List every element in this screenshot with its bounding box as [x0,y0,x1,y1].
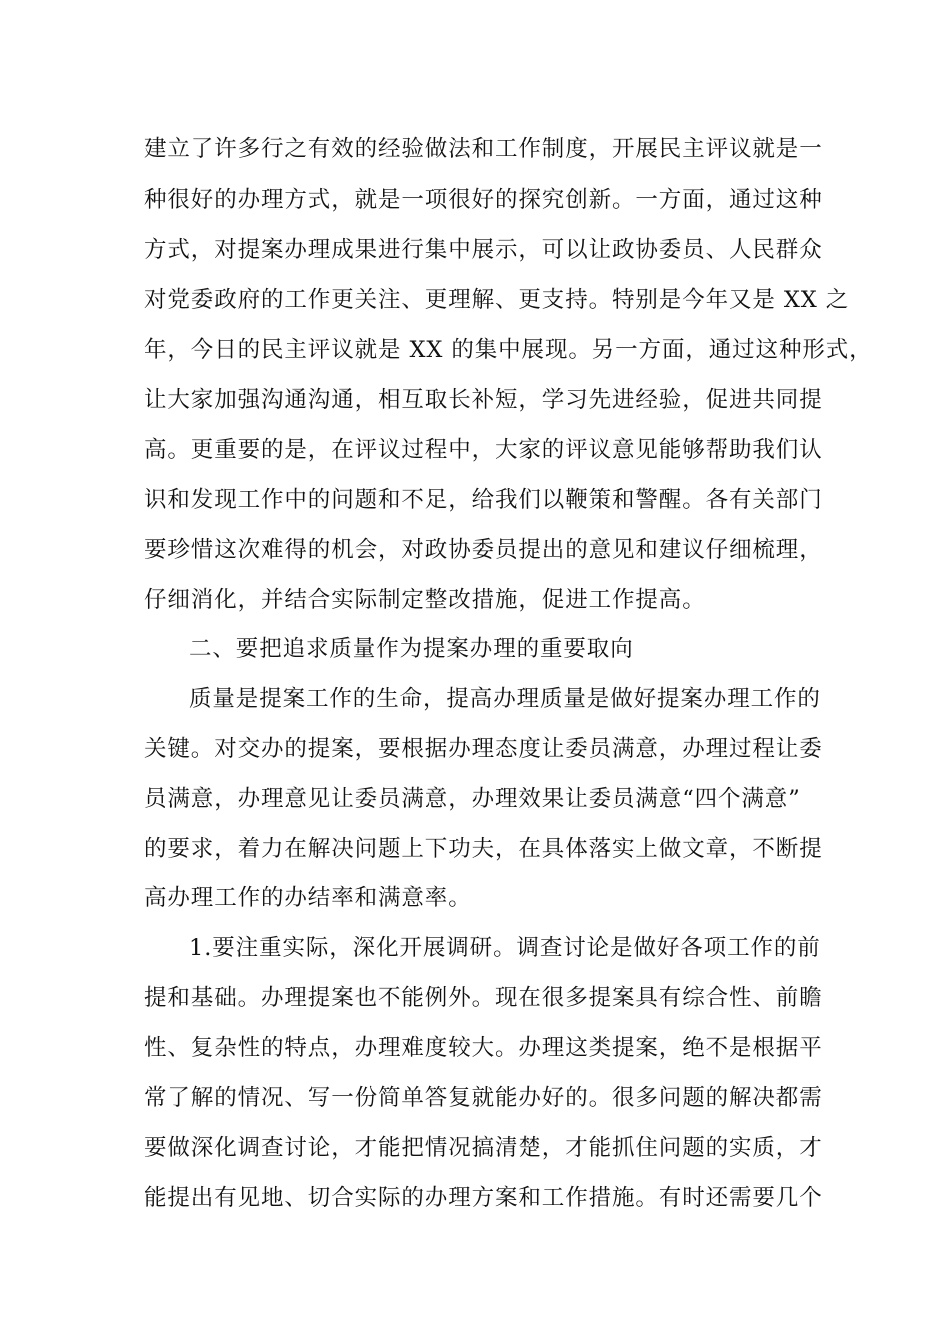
body-text-line: 的要求，着力在解决问题上下功夫，在具体落实上做文章，不断提 [144,836,823,862]
body-text-line: 高办理工作的办结率和满意率。 [144,885,472,911]
body-text-line: 年，今日的民主评议就是 XX 的集中展现。另一方面，通过这种形式， [144,337,873,363]
body-text-line: 识和发现工作中的问题和不足，给我们以鞭策和警醒。各有关部门 [144,487,823,513]
body-text-line: 员满意，办理意见让委员满意，办理效果让委员满意“四个满意” [144,786,801,812]
section-heading: 二、要把追求质量作为提案办理的重要取向 [189,636,634,662]
body-text-line: 对党委政府的工作更关注、更理解、更支持。特别是今年又是 XX 之 [144,287,850,313]
body-text-line: 仔细消化，并结合实际制定整改措施，促进工作提高。 [144,587,706,613]
body-text-line: 方式，对提案办理成果进行集中展示，可以让政协委员、人民群众 [144,237,823,263]
body-text-line: 建立了许多行之有效的经验做法和工作制度，开展民主评议就是一 [144,136,823,162]
body-text-line: 高。更重要的是，在评议过程中，大家的评议意见能够帮助我们认 [144,437,823,463]
body-text-line: 能提出有见地、切合实际的办理方案和工作措施。有时还需要几个 [144,1185,823,1211]
body-text-line: 提和基础。办理提案也不能例外。现在很多提案具有综合性、前瞻 [144,985,823,1011]
body-text-line: 种很好的办理方式，就是一项很好的探究创新。一方面，通过这种 [144,187,823,213]
body-text-line: 质量是提案工作的生命，提高办理质量是做好提案办理工作的 [189,686,821,712]
body-text-line: 关键。对交办的提案，要根据办理态度让委员满意，办理过程让委 [144,736,823,762]
body-text-line: 1.要注重实际，深化开展调研。调查讨论是做好各项工作的前 [189,935,821,961]
body-text-line: 要珍惜这次难得的机会，对政协委员提出的意见和建议仔细梳理， [144,537,823,563]
body-text-line: 让大家加强沟通沟通，相互取长补短，学习先进经验，促进共同提 [144,387,823,413]
body-text-line: 性、复杂性的特点，办理难度较大。办理这类提案，绝不是根据平 [144,1035,823,1061]
body-text-line: 要做深化调查讨论，才能把情况搞清楚，才能抓住问题的实质，才 [144,1135,823,1161]
body-text-line: 常了解的情况、写一份简单答复就能办好的。很多问题的解决都需 [144,1085,823,1111]
